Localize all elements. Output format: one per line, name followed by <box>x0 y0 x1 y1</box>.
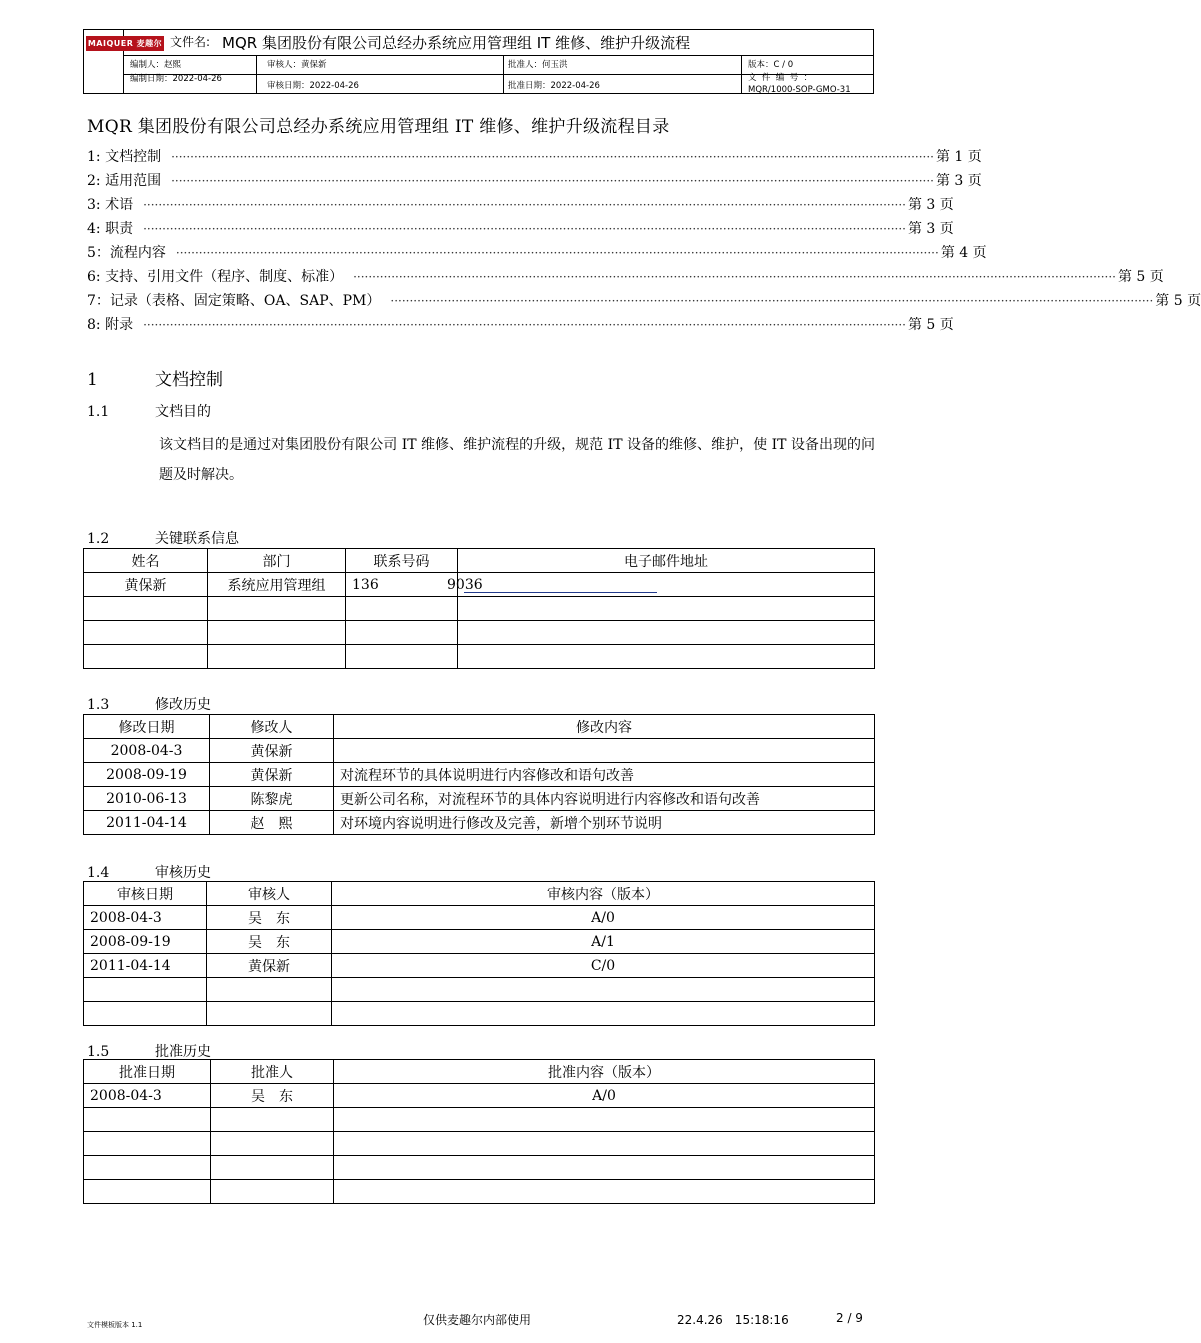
company-logo: MAIQUER 麦趣尔 <box>86 36 164 51</box>
table-header-row <box>84 1060 875 1084</box>
modify-date: 2008-09-19 <box>84 763 210 787</box>
modify-content: 对流程环节的具体说明进行内容修改和语句改善 <box>334 763 875 787</box>
column-header: 电子邮件地址 <box>458 549 875 573</box>
toc-entry-label: 8: 附录 <box>87 317 134 333</box>
column-header: 修改日期 <box>84 715 210 739</box>
toc-entry-label: 3: 术语 <box>87 197 134 213</box>
contact-department <box>208 621 346 645</box>
toc-entry-label: 1: 文档控制 <box>87 149 162 165</box>
table-row <box>84 811 875 835</box>
contact-department <box>208 645 346 669</box>
modifier: 陈黎虎 <box>210 787 334 811</box>
contact-phone: 136 <box>346 573 458 597</box>
table-row <box>84 1084 875 1108</box>
toc-leader-dots: ········································································································································································································ <box>143 222 906 236</box>
table-header-row <box>84 882 875 906</box>
approver <box>211 1132 334 1156</box>
modify-date: 2010-06-13 <box>84 787 210 811</box>
approver <box>211 1108 334 1132</box>
toc-entry-page: 第 5 页 <box>907 317 954 333</box>
toc-entry-page: 第 5 页 <box>1155 293 1201 309</box>
file-number-label: 文 件 编 号 ： <box>748 73 813 83</box>
column-header: 审核日期 <box>84 882 207 906</box>
table-row <box>84 1156 875 1180</box>
section-title: 文档控制 <box>155 370 223 390</box>
subsection-heading <box>87 528 239 548</box>
header-column-divider <box>256 55 257 93</box>
subsection-heading <box>87 1041 211 1061</box>
toc-entry-page: 第 3 页 <box>907 197 954 213</box>
contacts-table <box>83 548 875 669</box>
approve-content <box>334 1156 875 1180</box>
modify-date: 2008-04-3 <box>84 739 210 763</box>
review-content: A/1 <box>332 930 875 954</box>
table-row <box>84 621 875 645</box>
column-header: 修改内容 <box>334 715 875 739</box>
toc-entry-label: 4: 职责 <box>87 221 134 237</box>
toc-entry-label: 7：记录（表格、固定策略、OA、SAP、PM） <box>87 293 381 309</box>
reviewer: 吴 东 <box>207 930 332 954</box>
table-row <box>84 787 875 811</box>
header-divider <box>124 55 873 56</box>
toc-entry <box>87 290 1201 314</box>
header-column-divider <box>741 55 742 93</box>
toc-entry-page: 第 3 页 <box>907 221 954 237</box>
review-date <box>84 978 207 1002</box>
header-title: MQR 集团股份有限公司总经办系统应用管理组 IT 维修、维护升级流程 <box>222 34 691 52</box>
table-header-row <box>84 549 875 573</box>
table-row <box>84 906 875 930</box>
toc-leader-dots: ········································································································································································································ <box>353 270 1116 284</box>
modifier: 赵 熙 <box>210 811 334 835</box>
reviewer <box>207 978 332 1002</box>
toc-leader-dots: ········································································································································································································ <box>390 294 1154 308</box>
toc-entry <box>87 218 954 242</box>
table-row <box>84 1002 875 1026</box>
toc-entry-page: 第 3 页 <box>935 173 982 189</box>
subsection-title: 修改历史 <box>155 697 211 713</box>
table-row <box>84 978 875 1002</box>
modify-content: 更新公司名称，对流程环节的具体内容说明进行内容修改和语句改善 <box>334 787 875 811</box>
toc-entry-page: 第 1 页 <box>935 149 982 165</box>
purpose-paragraph: 该文档目的是通过对集团股份有限公司 IT 维修、维护流程的升级，规范 IT 设备的维修、维护，使 IT 设备出现的问题及时解决。 <box>159 437 875 483</box>
review-content: A/0 <box>332 906 875 930</box>
reviewer: 吴 东 <box>207 906 332 930</box>
toc-leader-dots: ········································································································································································································ <box>175 246 939 260</box>
review-date <box>84 1002 207 1026</box>
contact-phone <box>346 645 458 669</box>
subsection-number: 1.5 <box>87 1044 110 1060</box>
table-row <box>84 739 875 763</box>
review-content: C/0 <box>332 954 875 978</box>
approve-date <box>84 1180 211 1204</box>
contact-email <box>447 573 875 597</box>
contact-name <box>84 645 208 669</box>
table-row <box>84 954 875 978</box>
section-heading <box>87 365 223 390</box>
table-row <box>84 1180 875 1204</box>
header-column-divider <box>503 55 504 93</box>
toc-entry-label: 5：流程内容 <box>87 245 166 261</box>
toc-entry-page: 第 4 页 <box>940 245 987 261</box>
internal-use-note: 仅供麦趣尔内部使用 <box>423 1313 532 1327</box>
toc-entry <box>87 170 982 194</box>
subsection-number: 1.3 <box>87 697 110 713</box>
file-number: MQR/1000-SOP-GMO-31 <box>748 85 851 95</box>
subsection-heading <box>87 862 211 882</box>
review-date: 2008-04-3 <box>84 906 207 930</box>
approver-field: 批准人：何玉洪 <box>508 60 568 70</box>
approver <box>211 1156 334 1180</box>
contact-phone <box>346 621 458 645</box>
edit-date-field: 编制日期：2022-04-26 <box>130 74 222 84</box>
contact-email <box>458 621 875 645</box>
approve-content <box>334 1132 875 1156</box>
column-header: 审核内容（版本） <box>332 882 875 906</box>
subsection-title: 文档目的 <box>155 404 211 420</box>
approval-history-table <box>83 1059 875 1204</box>
review-content <box>332 978 875 1002</box>
contact-name <box>84 597 208 621</box>
version-field: 版本：C / 0 <box>748 60 794 70</box>
toc-entry-label: 6: 支持、引用文件（程序、制度、标准） <box>87 269 344 285</box>
contact-phone <box>346 597 458 621</box>
column-header: 批准日期 <box>84 1060 211 1084</box>
subsection-title: 批准历史 <box>155 1044 211 1060</box>
contact-email <box>458 645 875 669</box>
modify-content: 对环境内容说明进行修改及完善，新增个别环节说明 <box>334 811 875 835</box>
approve-date-field: 批准日期：2022-04-26 <box>508 81 600 91</box>
contact-name <box>84 621 208 645</box>
toc-leader-dots: ········································································································································································································ <box>171 150 934 164</box>
review-date: 2008-09-19 <box>84 930 207 954</box>
document-header <box>83 29 874 94</box>
toc-entry <box>87 242 987 266</box>
subsection-number: 1.2 <box>87 531 110 547</box>
review-history-table <box>83 881 875 1026</box>
print-datetime: 22.4.26 15:18:16 <box>677 1313 789 1327</box>
column-header: 部门 <box>208 549 346 573</box>
approver: 吴 东 <box>211 1084 334 1108</box>
section-number: 1 <box>87 370 98 390</box>
toc-leader-dots: ········································································································································································································ <box>143 198 906 212</box>
subsection-title: 关键联系信息 <box>155 531 239 547</box>
approver <box>211 1180 334 1204</box>
column-header: 批准内容（版本） <box>334 1060 875 1084</box>
modifier: 黄保新 <box>210 763 334 787</box>
subsection-title: 审核历史 <box>155 865 211 881</box>
toc-entry-label: 2: 适用范围 <box>87 173 162 189</box>
modify-date: 2011-04-14 <box>84 811 210 835</box>
table-row <box>84 597 875 621</box>
table-row <box>84 573 875 597</box>
subsection-number: 1.1 <box>87 404 110 420</box>
reviewer-field: 审核人：黄保新 <box>267 60 327 70</box>
file-name-label: 文件名: <box>170 35 211 49</box>
toc-title: MQR 集团股份有限公司总经办系统应用管理组 IT 维修、维护升级流程目录 <box>87 117 670 137</box>
modifier: 黄保新 <box>210 739 334 763</box>
reviewer <box>207 1002 332 1026</box>
toc-leader-dots: ········································································································································································································ <box>143 318 906 332</box>
column-header: 批准人 <box>211 1060 334 1084</box>
table-row <box>84 930 875 954</box>
subsection-heading <box>87 401 211 421</box>
subsection-number: 1.4 <box>87 865 110 881</box>
review-date-field: 审核日期：2022-04-26 <box>267 81 359 91</box>
modify-content <box>334 739 875 763</box>
column-header: 修改人 <box>210 715 334 739</box>
contact-name: 黄保新 <box>84 573 208 597</box>
contact-department <box>208 597 346 621</box>
email-link[interactable] <box>464 579 657 593</box>
subsection-heading <box>87 694 211 714</box>
editor-field: 编制人：赵熙 <box>130 60 182 70</box>
contact-department: 系统应用管理组 <box>208 573 346 597</box>
toc-entry <box>87 194 954 218</box>
approve-content <box>334 1180 875 1204</box>
approve-content: A/0 <box>334 1084 875 1108</box>
table-row <box>84 1132 875 1156</box>
column-header: 联系号码 <box>346 549 458 573</box>
approve-date <box>84 1132 211 1156</box>
toc-entry <box>87 314 954 338</box>
contact-phone-suffix: 9036 <box>447 577 483 593</box>
table-row <box>84 763 875 787</box>
reviewer: 黄保新 <box>207 954 332 978</box>
approve-date <box>84 1156 211 1180</box>
review-content <box>332 1002 875 1026</box>
toc-entry-page: 第 5 页 <box>1117 269 1164 285</box>
table-row <box>84 645 875 669</box>
modification-history-table <box>83 714 875 835</box>
approve-date <box>84 1108 211 1132</box>
review-date: 2011-04-14 <box>84 954 207 978</box>
toc-entry <box>87 146 982 170</box>
contact-email <box>458 597 875 621</box>
column-header: 姓名 <box>84 549 208 573</box>
page-number: 2 / 9 <box>836 1311 863 1325</box>
toc-entry <box>87 266 1164 290</box>
column-header: 审核人 <box>207 882 332 906</box>
table-of-contents <box>87 146 1201 338</box>
table-row <box>84 1108 875 1132</box>
template-version: 文件模板版本 1.1 <box>87 1321 143 1329</box>
approve-content <box>334 1108 875 1132</box>
table-header-row <box>84 715 875 739</box>
toc-leader-dots: ········································································································································································································ <box>171 174 934 188</box>
approve-date: 2008-04-3 <box>84 1084 211 1108</box>
